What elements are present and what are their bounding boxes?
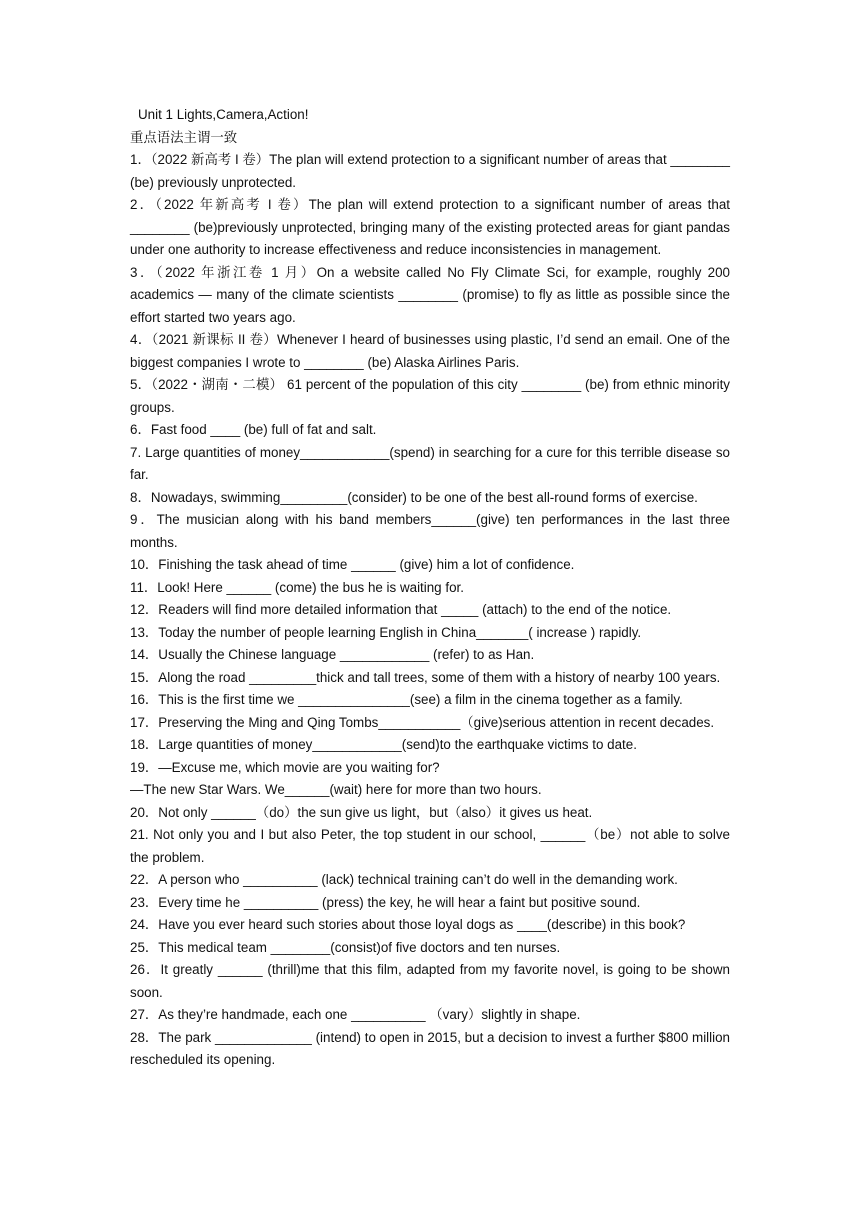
question-13: 13．Today the number of people learning English in China_______( increase ) rapidly. [130, 624, 642, 640]
question-9: 9．The musician along with his band members______(give) ten performances in the last three months. [130, 512, 730, 550]
question-4: 4．（2021 新课标 II 卷）Whenever I heard of businesses using plastic, I’d send an email. One of the biggest companies I wrote to ________ (be) Alaska Airlines Paris. [130, 332, 730, 370]
question-11: 11．Look! Here ______ (come) the bus he is waiting for. [130, 579, 464, 595]
section-heading: 重点语法主谓一致 [130, 129, 238, 145]
question-22: 22．A person who __________ (lack) technical training can’t do well in the demanding work. [130, 872, 678, 887]
question-27: 27．As they’re handmade, each one __________ （vary）slightly in shape. [130, 1007, 581, 1022]
question-16: 16．This is the first time we _______________(see) a film in the cinema together as a family. [130, 692, 683, 707]
question-28: 28．The park _____________ (intend) to open in 2015, but a decision to invest a further $800 million rescheduled its opening. [130, 1029, 730, 1067]
question-8: 8．Nowadays, swimming_________(consider) to be one of the best all-round forms of exercise. [130, 489, 698, 505]
question-7: 7. Large quantities of money____________(spend) in searching for a cure for this terrible disease so far. [130, 444, 730, 482]
question-3: 3．（2022 年浙江卷 1 月）On a website called No Fly Climate Sci, for example, roughly 200 academics — many of the climate scientists ________ (promise) to fly as little as possible since the effort started two years ago. [130, 264, 730, 325]
question-19-reply: —The new Star Wars. We______(wait) here for more than two hours. [130, 782, 542, 797]
question-10: 10．Finishing the task ahead of time ______ (give) him a lot of confidence. [130, 557, 575, 572]
question-25: 25．This medical team ________(consist)of five doctors and ten nurses. [130, 939, 561, 955]
question-18: 18．Large quantities of money____________(send)to the earthquake victims to date. [130, 737, 637, 752]
document-title: Unit 1 Lights,Camera,Action! [138, 107, 309, 122]
question-23: 23．Every time he __________ (press) the key, he will hear a faint but positive sound. [130, 894, 641, 910]
question-21: 21. Not only you and I but also Peter, the top student in our school, ______（be）not able to solve the problem. [130, 827, 730, 865]
question-20: 20．Not only ______（do）the sun give us light，but（also）it gives us heat. [130, 804, 593, 820]
question-26: 26．It greatly ______ (thrill)me that this film, adapted from my favorite novel, is going to be shown soon. [130, 962, 730, 1000]
question-24: 24．Have you ever heard such stories about those loyal dogs as ____(describe) in this book? [130, 917, 686, 932]
question-5: 5．（2022・湖南・二模） 61 percent of the population of this city ________ (be) from ethnic minority groups. [130, 377, 730, 415]
question-14: 14．Usually the Chinese language ____________ (refer) to as Han. [130, 647, 535, 662]
question-17: 17．Preserving the Ming and Qing Tombs___________（give)serious attention in recent decades. [130, 714, 715, 730]
question-15: 15．Along the road _________thick and tall trees, some of them with a history of nearby 100 years. [130, 669, 721, 685]
question-6: 6．Fast food ____ (be) full of fat and salt. [130, 422, 377, 437]
document-page [130, 104, 730, 1072]
question-12: 12．Readers will find more detailed information that _____ (attach) to the end of the notice. [130, 602, 672, 617]
question-19: 19．—Excuse me, which movie are you waiting for? [130, 759, 440, 775]
question-1: 1．（2022 新高考 I 卷）The plan will extend protection to a significant number of areas that ________ (be) previously unprotected. [130, 152, 730, 190]
question-2: 2．（2022 年新高考 I 卷）The plan will extend protection to a significant number of areas that ________ (be)previously unprotected, bringing many of the existing protected areas for giant pandas under one authority to increase effectiveness and reduce inconsistencies in management. [130, 197, 730, 257]
